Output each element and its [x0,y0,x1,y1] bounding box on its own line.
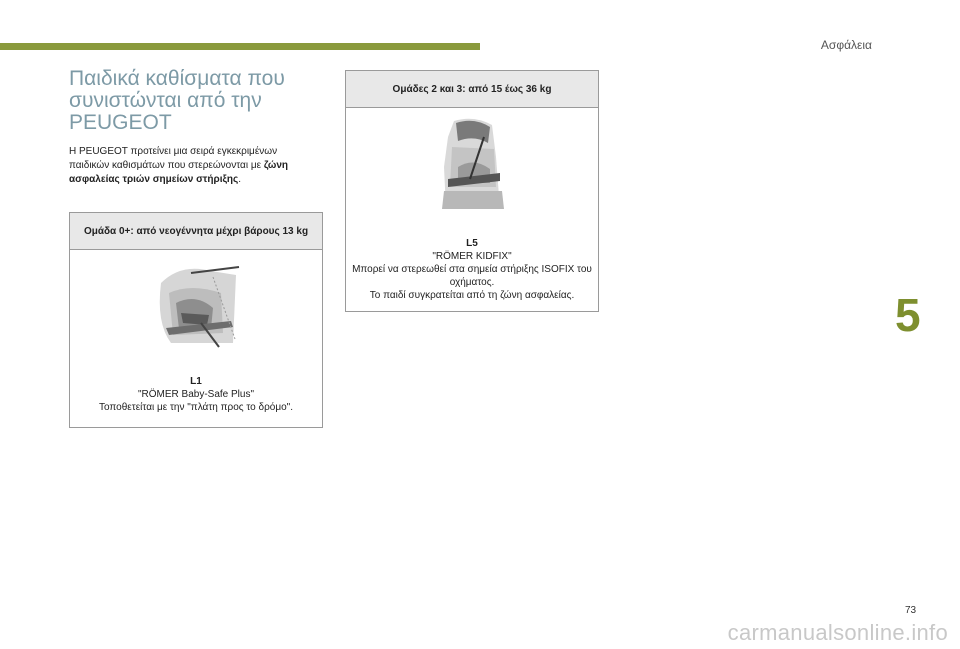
page-number: 73 [905,605,917,616]
group0-body [70,250,322,414]
watermark: carmanualsonline.info [727,620,948,645]
group0-box [69,212,323,428]
group2-description-2: Το παιδί συγκρατείται από τη ζώνη ασφαλείας. [369,290,575,301]
group2-code: L5 [466,238,478,249]
group2-heading: Ομάδες 2 και 3: από 15 έως 36 kg [346,71,598,108]
baby-seat-image [151,263,241,349]
group0-description: Τοποθετείται με την "πλάτη προς το δρόμο". [98,402,293,413]
group2-description-1: Μπορεί να στερεωθεί στα σημεία στήριξης ISOFIX του οχήματος. [352,264,592,288]
group0-heading: Ομάδα 0+: από νεογέννητα μέχρι βάρους 13 kg [70,213,322,250]
group0-code: L1 [190,376,202,387]
intro-text: Η PEUGEOT προτείνει μια σειρά εγκεκριμένων παιδικών καθισμάτων που στερεώνονται με [69,146,278,171]
group2-seat-name: "RÖMER KIDFIX" [432,251,512,262]
section-label: Ασφάλεια [820,38,872,52]
page-title: Παιδικά καθίσματα που συνιστώνται από την PEUGEOT [69,67,285,134]
intro-paragraph [69,145,319,187]
group0-seat-name: "RÖMER Baby-Safe Plus" [137,389,255,400]
group2-box [345,70,599,312]
intro-bold-text: ζώνη ασφαλείας τριών σημείων στήριξης [69,160,288,185]
group2-body [346,108,598,302]
intro-end: . [238,174,242,185]
booster-seat-image [434,117,510,213]
chapter-number: 5 [895,289,921,341]
top-accent-bar [0,43,480,50]
